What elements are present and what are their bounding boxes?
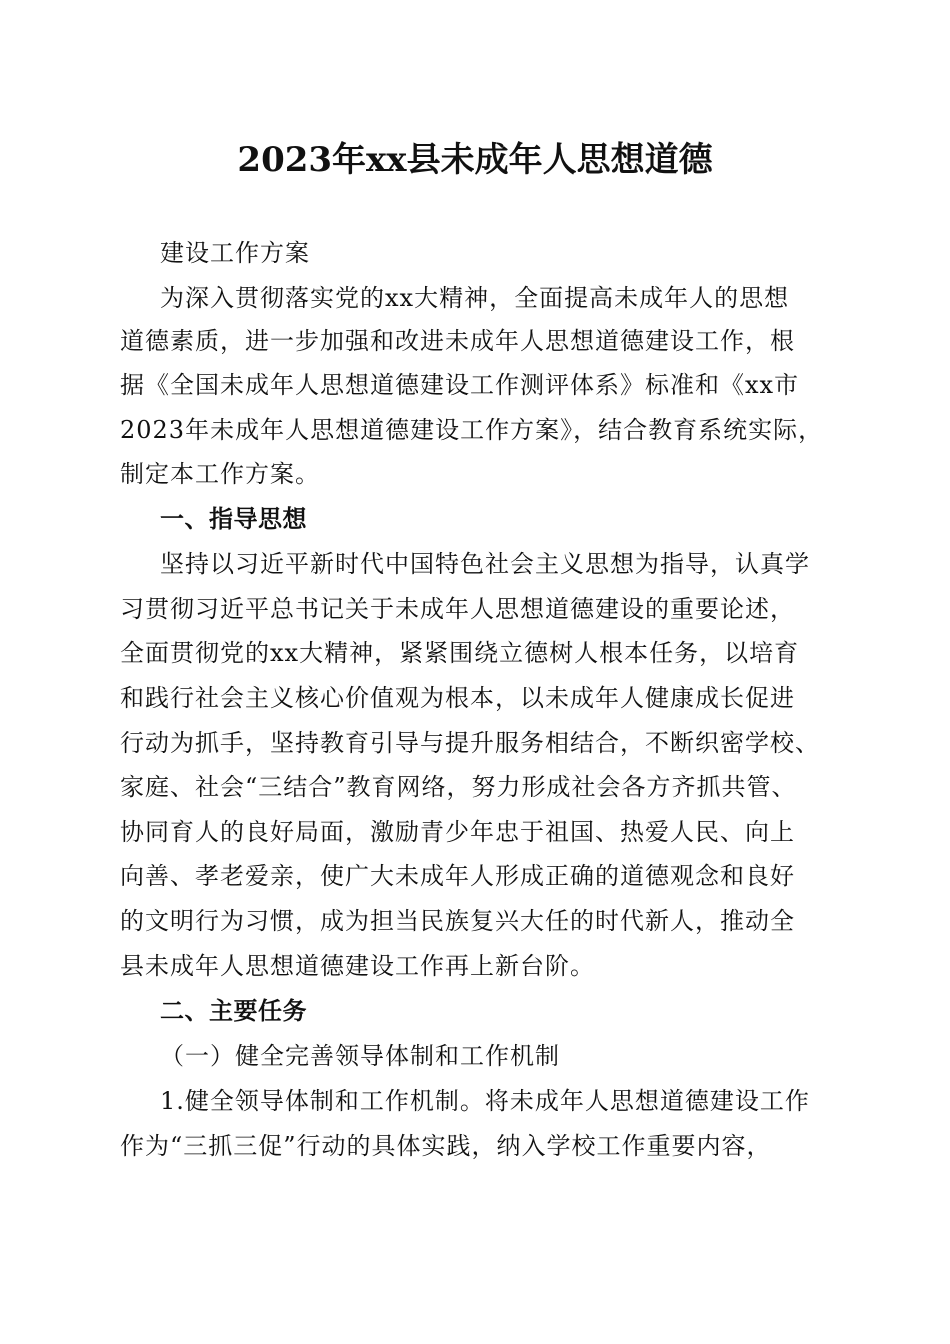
section1-line-10: 县未成年人思想道德建设工作再上新台阶。: [120, 952, 595, 980]
section1-line-8: 向善、孝老爱亲，使广大未成年人形成正确的道德观念和良好: [120, 862, 795, 890]
intro-line-3: 据《全国未成年人思想道德建设工作测评体系》标准和《xx市: [120, 371, 800, 399]
document-subtitle: 建设工作方案: [160, 239, 310, 267]
section1-line-4: 和践行社会主义核心价值观为根本，以未成年人健康成长促进: [120, 684, 795, 712]
document-title: 2023年xx县未成年人思想道德: [237, 140, 713, 180]
section1-heading: 一、指导思想: [160, 505, 307, 533]
section1-line-9: 的文明行为习惯，成为担当民族复兴大任的时代新人，推动全: [120, 907, 795, 935]
intro-line-1: 为深入贯彻落实党的xx大精神，全面提高未成年人的思想: [160, 284, 790, 312]
intro-line-5: 制定本工作方案。: [120, 460, 320, 488]
section1-line-3: 全面贯彻党的xx大精神，紧紧围绕立德树人根本任务，以培育: [120, 639, 800, 667]
section1-line-1: 坚持以习近平新时代中国特色社会主义思想为指导，认真学: [160, 550, 810, 578]
section1-line-6: 家庭、社会“三结合”教育网络，努力形成社会各方齐抓共管、: [120, 773, 797, 801]
section1-line-5: 行动为抓手，坚持教育引导与提升服务相结合，不断织密学校、: [120, 729, 820, 757]
intro-line-2: 道德素质，进一步加强和改进未成年人思想道德建设工作，根: [120, 327, 795, 355]
section1-line-2: 习贯彻习近平总书记关于未成年人思想道德建设的重要论述，: [120, 595, 795, 623]
section2-item1-line-2: 作为“三抓三促”行动的具体实践，纳入学校工作重要内容，: [120, 1132, 772, 1160]
section2-heading: 二、主要任务: [160, 997, 307, 1025]
section1-line-7: 协同育人的良好局面，激励青少年忠于祖国、热爱人民、向上: [120, 818, 795, 846]
section2-subheading-1: （一）健全完善领导体制和工作机制: [160, 1042, 560, 1070]
section2-item1-line-1: 1.健全领导体制和工作机制。将未成年人思想道德建设工作: [160, 1087, 810, 1115]
intro-line-4: 2023年未成年人思想道德建设工作方案》，结合教育系统实际，: [120, 416, 824, 444]
